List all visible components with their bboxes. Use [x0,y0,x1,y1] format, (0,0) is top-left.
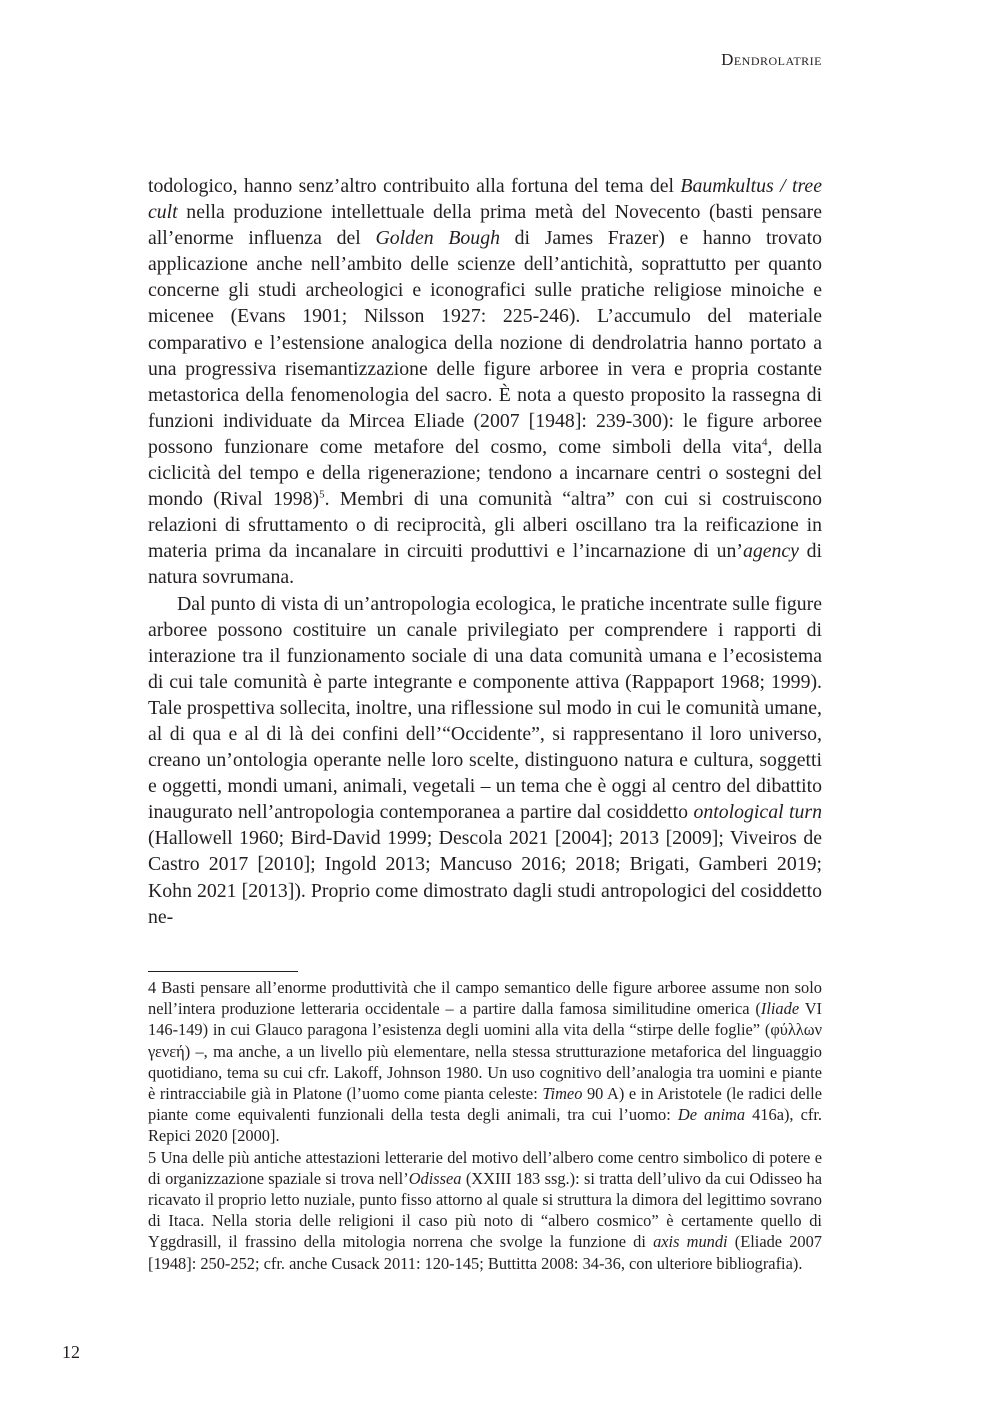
text-run: 90 A) e in Aristotele (le radici delle piante come equivalenti funzionali della testa degli animali, tra cui l’uomo: [148,1084,822,1125]
italic-run: ontological turn [693,801,822,824]
footnote-separator [148,971,298,972]
italic-run: axis mundi [653,1232,728,1252]
footnote-ref: 5 [319,488,325,501]
italic-run: Iliade [760,999,800,1019]
text-run: (Hallowell 1960; Bird-David 1999; Descola 2021 [2004]; 2013 [2009]; Viveiros de Castro 2017 [2010]; Ingold 2013; Mancuso 2016; 2018; Brigati, Gamberi 2019; Kohn 2021 [2013]). Proprio come dimostrato dagli studi antropologici del cosiddetto ne- [148,827,822,928]
text-run: (Eliade 2007 [1948]: 250-252; cfr. anche Cusack 2011: 120-145; Buttitta 2008: 34-36, con ulteriore bibliografia). [148,1232,822,1273]
italic-run: De anima [677,1105,746,1125]
text-run: nella produzione intellettuale della prima metà del Novecento (basti pensare all’enorme influenza del [148,201,822,250]
footnote-ref: 4 [761,436,768,449]
text-run: . Membri di una comunità “altra” con cui si costruiscono relazioni di sfruttamento o di reciprocità, gli alberi oscillano tra la reificazione in materia prima da incanalare in circuiti produttivi e l’incarnazione di un’ [148,488,822,563]
text-run: VI 146-149) in cui Glauco paragona l’esistenza degli uomini alla vita della “stirpe delle foglie” (φύλλων γενεή) –, ma anche, a un livello più elementare, nella stessa strutturazione metaforica del linguaggio quotidiano, tema su cui cfr. Lakoff, Johnson 1980. Un uso cognitivo dell’analogia tra uomini e piante è rintracciabile già in Platone (l’uomo come pianta celeste: [148,999,822,1104]
footnotes [148,977,822,1274]
text-run: di natura sovrumana. [148,540,822,589]
text-run: , della ciclicità del tempo e della rigenerazione; tendono a incarnare centri o sostegni del mondo (Rival 1998) [148,435,822,511]
text-run: di James Frazer) e hanno trovato applicazione anche nell’ambito delle scienze dell’antichità, soprattutto per quanto concerne gli studi archeologici e iconografici sulle pratiche religiose minoiche e micenee (Evans 1901; Nilsson 1927: 225-246). L’accumulo del materiale comparativo e l’estensione analogica della nozione di dendrolatria hanno portato a una progressiva risemantizzazione delle figure arboree in vera e propria costante metastorica della fenomenologia del sacro. È nota a questo proposito la rassegna di funzioni individuate da Mircea Eliade (2007 [1948]: 239-300): le figure arboree possono funzionare come metafore del cosmo, come simboli della vita [148,227,822,458]
italic-run: Odissea [408,1168,462,1188]
text-run: todologico, hanno senz’altro contribuito alla fortuna del tema del [148,175,681,197]
italic-run: Golden Bough [375,227,500,250]
footnote-5 [148,1147,822,1274]
text-run: 416a), cfr. Repici 2020 [2000]. [148,1105,822,1146]
text-run: 4 Basti pensare all’enorme produttività che il campo semantico delle figure arboree assume non solo nell’intera produzione letteraria occidentale – a partire dalla famosa similitudine omerica ( [148,978,822,1019]
paragraph [148,173,822,591]
italic-run: Timeo [542,1084,583,1104]
text-run: 5 Una delle più antiche attestazioni letterarie del motivo dell’albero come centro simbolico di potere e di organizzazione spaziale si trova nell’ [148,1147,822,1188]
page-number: 12 [62,1342,80,1362]
text-run: (XXIII 183 ssg.): si tratta dell’ulivo da cui Odisseo ha ricavato il proprio letto nuziale, punto fisso attorno al quale si struttura la dimora del legittimo sovrano di Itaca. Nella storia delle religioni il caso più noto di “albero cosmico” è certamente quello di Yggdrasill, il frassino della mitologia norrena che svolge la funzione di [148,1168,822,1252]
italic-run: Baumkultus / tree cult [148,175,822,224]
main-body-text [148,173,822,930]
running-head: Dendrolatrie [721,50,822,69]
italic-run: agency [742,540,799,563]
text-run: Dal punto di vista di un’antropologia ecologica, le pratiche incentrate sulle figure arboree possono costituire un canale privilegiato per comprendere i rapporti di interazione tra il funzionamento sociale di una data comunità umana e l’ecosistema di cui tale comunità è parte integrante e componente attiva (Rappaport 1968; 1999). Tale prospettiva sollecita, inoltre, una riflessione sul modo in cui le comunità umane, al di qua e al di là dei confini dell’“Occidente”, si rappresentano il loro universo, creano un’ontologia operante nelle loro scelte, distinguono natura e cultura, soggetti e oggetti, mondi umani, animali, vegetali – un tema che è oggi al centro del dibattito inaugurato nell’antropologia contemporanea a partire dal cosiddetto [148,592,822,824]
paragraph [148,591,822,930]
footnote-4 [148,977,822,1147]
